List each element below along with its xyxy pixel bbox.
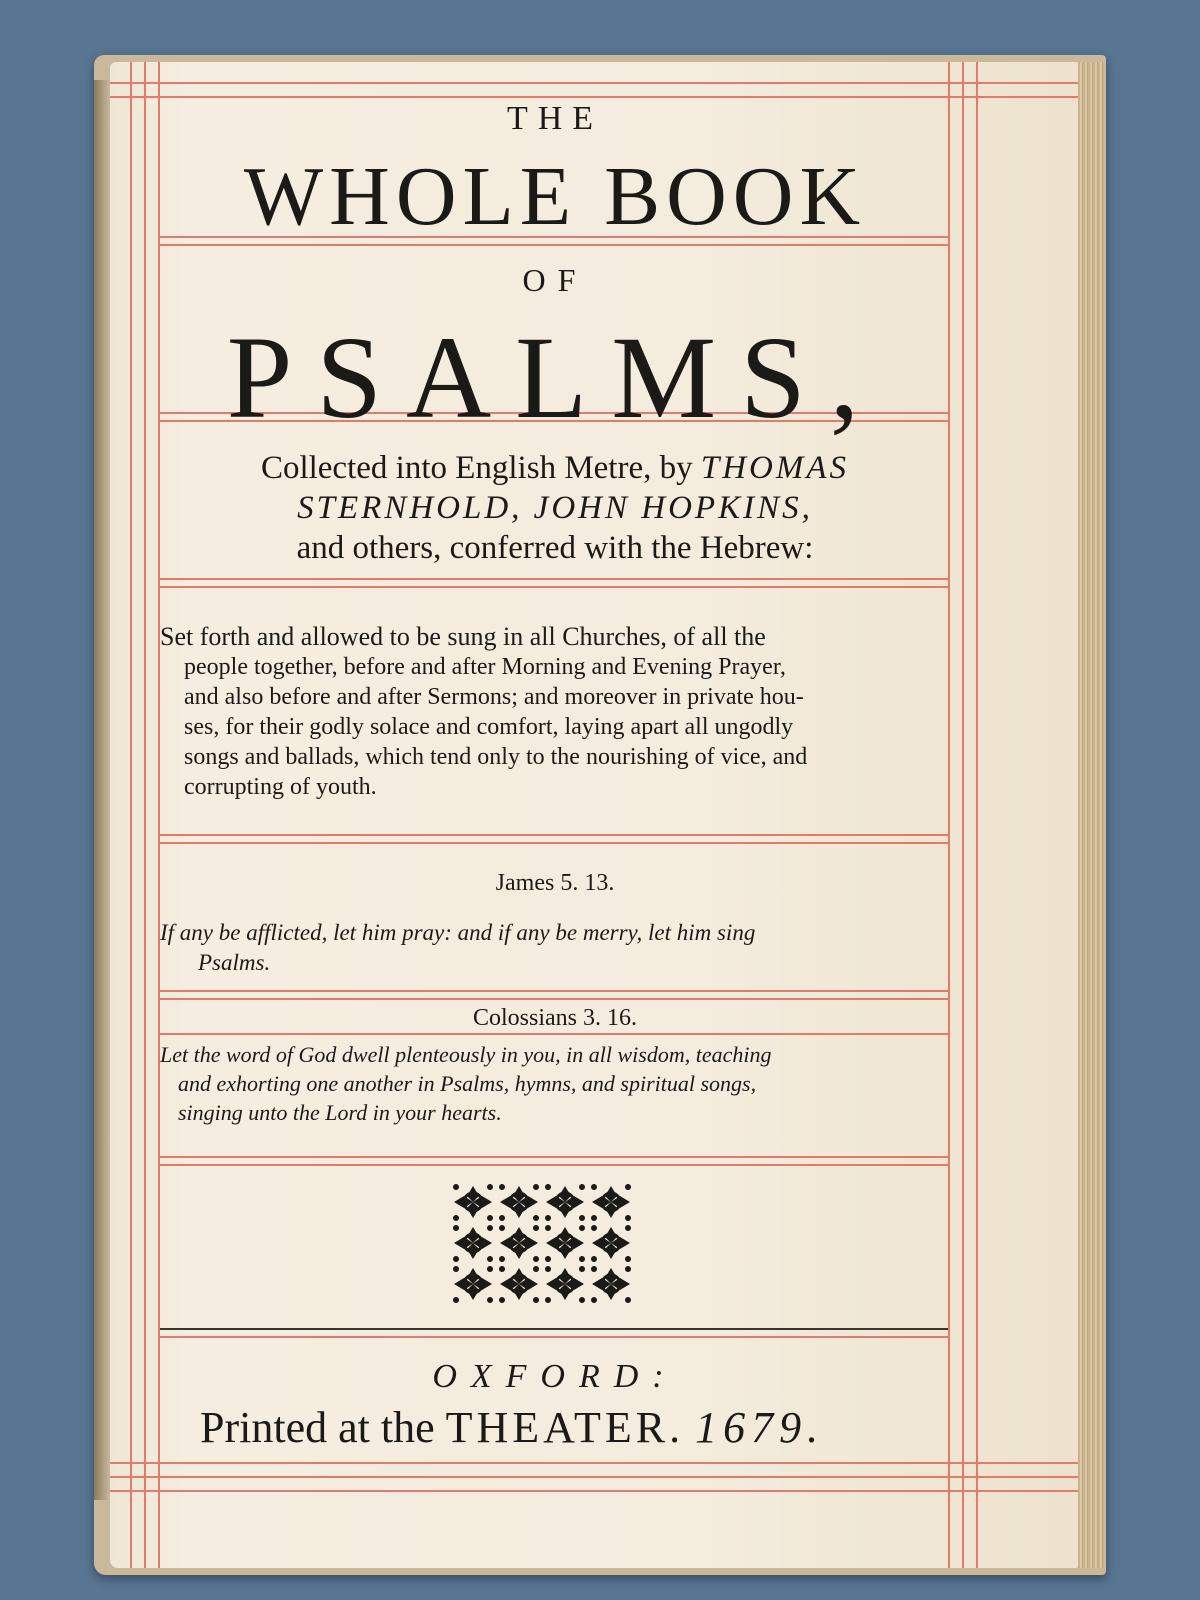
rule-ornament-2 — [158, 1336, 948, 1338]
set-forth-line-6: corrupting of youth. — [184, 774, 377, 800]
colossians-quote — [160, 1040, 950, 1127]
set-forth-line-1: Set forth and allowed to be sung in all Churches, of all the — [160, 622, 766, 651]
title-psalms: PSALMS, — [226, 312, 884, 443]
rule-left-1 — [130, 62, 132, 1568]
page-edges — [1078, 62, 1104, 1568]
set-forth-line-2: people together, before and after Morning and Evening Prayer, — [184, 654, 786, 680]
rule-collected-1 — [158, 578, 948, 580]
imprint-theater: THEATER. — [445, 1403, 685, 1452]
rule-colossians-1 — [158, 1033, 948, 1035]
colossians-reference: Colossians 3. 16. — [472, 1005, 637, 1031]
rule-quote-2 — [158, 1164, 948, 1166]
rule-bottom-1 — [110, 1462, 1078, 1464]
imprint-year: 1679. — [695, 1403, 825, 1452]
printers-ornament-icon — [450, 1182, 634, 1306]
imprint-place: OXFORD: — [432, 1358, 678, 1395]
colossians-quote-line-1: Let the word of God dwell plenteously in you, in all wisdom, teaching — [160, 1042, 772, 1067]
rule-right-2 — [962, 62, 964, 1568]
collected-block — [160, 448, 950, 568]
rule-left-2 — [144, 62, 146, 1568]
james-quote — [160, 918, 950, 978]
collected-line-2: STERNHOLD, JOHN HOPKINS, — [297, 490, 813, 526]
james-quote-line-2: Psalms. — [198, 950, 271, 975]
james-reference: James 5. 13. — [495, 870, 615, 896]
collected-line-1 — [160, 448, 950, 488]
rule-james-1 — [158, 990, 948, 992]
title-of: OF — [522, 262, 588, 298]
colossians-quote-line-2: and exhorting one another in Psalms, hymns, and spiritual songs, — [178, 1071, 757, 1096]
rule-bottom-2 — [110, 1476, 1078, 1478]
rule-bottom-3 — [110, 1490, 1078, 1492]
rule-top-2 — [110, 96, 1078, 98]
set-forth-line-5: songs and ballads, which tend only to the nourishing of vice, and — [184, 744, 808, 770]
colossians-quote-line-3: singing unto the Lord in your hearts. — [178, 1100, 502, 1125]
collected-line-3: and others, conferred with the Hebrew: — [296, 530, 814, 566]
title-the: THE — [506, 100, 604, 137]
rule-ornament-1 — [158, 1328, 948, 1330]
imprint-line — [200, 1402, 960, 1453]
rule-quote-1 — [158, 1156, 948, 1158]
set-forth-line-4: ses, for their godly solace and comfort, laying apart all ungodly — [184, 714, 794, 740]
rule-collected-2 — [158, 586, 948, 588]
collected-line-1-italic: THOMAS — [700, 450, 850, 486]
rule-james-2 — [158, 998, 948, 1000]
title-whole-book: WHOLE BOOK — [243, 150, 867, 243]
collected-line-1-roman: Collected into English Metre, by — [260, 450, 693, 486]
rule-right-3 — [976, 62, 978, 1568]
james-quote-line-1: If any be afflicted, let him pray: and if any be merry, let him sing — [160, 920, 756, 945]
set-forth-block — [160, 622, 950, 802]
rule-setforth-2 — [158, 842, 948, 844]
imprint-printed-at: Printed at the — [200, 1403, 435, 1452]
rule-title-2 — [158, 244, 948, 246]
set-forth-line-3: and also before and after Sermons; and moreover in private hou- — [184, 684, 804, 710]
rule-setforth-1 — [158, 834, 948, 836]
rule-top-1 — [110, 82, 1078, 84]
